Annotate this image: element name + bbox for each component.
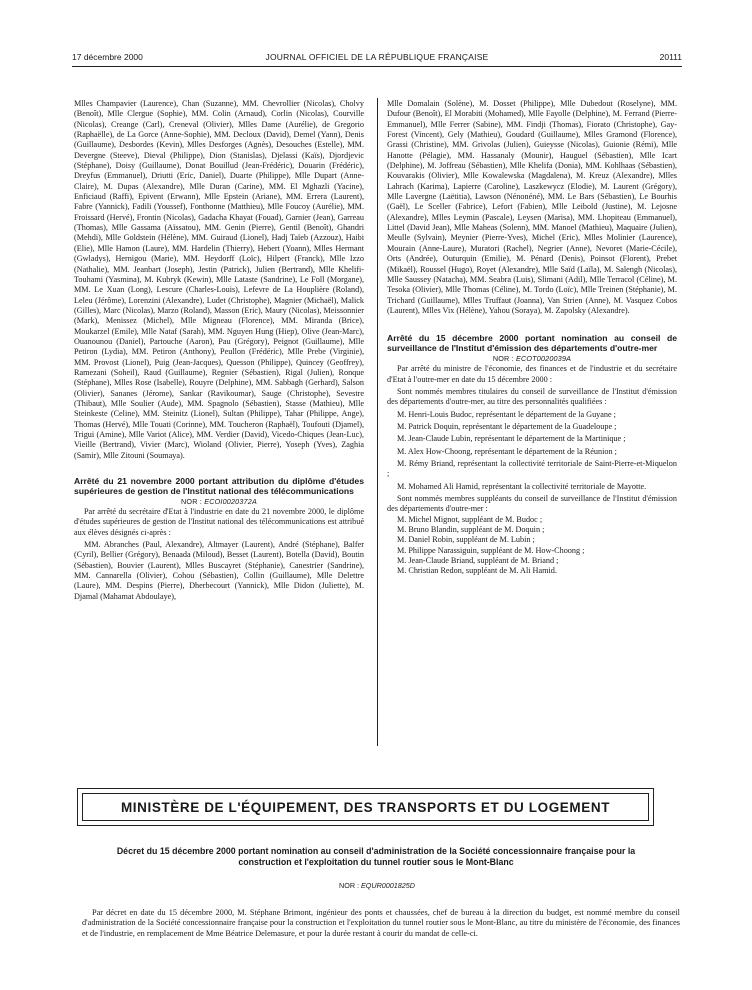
suppleant-item: M. Michel Mignot, suppléant de M. Budoc ; [397,514,543,524]
arrete-nor-right: NOR : ECOT0020039A [492,353,572,363]
titulaires-intro: Sont nommés membres titulaires du conseil de surveillance de l'Institut d'émission des départements d'outre-mer, au titre des personnalités qualifiées : [387,386,677,407]
suppleant-item: M. Jean-Claude Briand, suppléant de M. Briand ; [397,556,559,565]
titulaire-item: M. Jean-Claude Lubin, représentant le département de la Martinique ; [397,434,626,444]
arrete-nor: NOR : ECOI0020372A [181,496,257,506]
titulaire-item: M. Mohamed Ali Hamid, représentant la collectivité territoriale de Mayotte. [397,481,647,491]
header-rule [72,66,682,67]
arrete-intro-right: Par arrêté du ministre de l'économie, des finances et de l'industrie et du secrétaire d'Etat à l'outre-mer en date du 15 décembre 2000 : [387,364,677,384]
page-header [72,52,682,66]
suppleant-item: M. Bruno Blandin, suppléant de M. Doquin ; [397,524,545,534]
header-journal-title: JOURNAL OFFICIEL DE LA RÉPUBLIQUE FRANÇAISE [265,52,489,62]
titulaire-item: M. Henri-Louis Budoc, représentant le département de la Guyane ; [397,409,616,419]
arrete-names-list: MM. Abranches (Paul, Alexandre), Altmayer (Laurent), André (Stéphane), Balfer (Cyril), Bellier (Grégory), Benaada (Miloud), Besset (Laurent), Botella (David), Boutin (Sébastien), Bouvier (Laurent), Mlles Buscayret (Stéphanie), Canestrier (Sandrine), MM. Cannarella (Olivier), Cohou (Sébastien), Collin (Guillaume), Mlle Delettre (Laure), MM. Despins (Pierre), Dherbecourt (Yannick), Mlle Didon (Juliette), M. Djamal (Mahamat Abdoulaye), [74,540,364,601]
header-page-number: 20111 [659,52,682,62]
names-list-continued-right: Mlle Domalain (Solène), M. Dosset (Philippe), Mlle Dubedout (Roselyne), MM. Dufour (Benoît), El Morabiti (Mohamed), Mlle Fayolle (Delphine), M. Ferrand (Pierre-Emmanuel), Mlle Ferrer (Sabine), MM. Findji (Thomas), Fiorato (Christophe), Gay-Forest (Vincent), Gely (Mathieu), Goudard (Guillaume), Mlles Gramond (Florence), Grassi (Christine), MM. Grivolas (Julien), Guieysse (Nicolas), Guionie (Rémi), Mlle Hanotte (Pélagie), MM. Hassanaly (Mounir), Hauguel (Sébastien), Mlle Icart (Delphine), M. Joffreau (Sébastien), Mlle Khelifa (Donia), MM. Kohlhaas (Sébastien), Kouvarakis (Olivier), Mlle Kowalewska (Magdalena), M. Kreuz (Alexandre), Mlles Lahrach (Karima), Lapierre (Caroline), Laszkewycz (Elodie), M. Laurent (Grégory), Mlle Lavergne (Laëtitia), Lawson (Nénonéné), MM. Le Bars (Sébastien), Le Bourhis (Gaël), Le Sceller (Fabrice), Lefort (Fabien), Mlle Leibold (Justine), M. Lejosne (Alexandre), Mlles Leymin (Pascale), Leysen (Marisa), MM. Lhopiteau (Emmanuel), Littel (David Jean), Mlle Maheas (Solenn), MM. Manoel (Mathieu), Maquaire (Julien), Meulle (Sylvain), Meynier (Pierre-Yves), Michel (Eric), Mlles Molinier (Laurence), Mourain (Anne-Laure), Muratori (Rachel), Negrier (Anne), Nevoret (Marie-Cécile), Orts (Andrée), Outurquin (Emilie), M. Pénard (Denis), Poinsot (Florent), Prebet (Mikaël), Roussel (Hugo), Royet (Alexandre), Mlle Saïd (Laïla), M. Salengh (Nicolas), Mlle Saussey (Natacha), MM. Seabra (Luis), Slimani (Adil), Mlle Terracol (Céline), M. Tesoka (Olivier), Mlle Thomas (Céline), M. Tordo (Loïc), Mlle Treinen (Stéphanie), M. Trichard (Guillaume), Mlles Truffaut (Joanna), Van Strien (Anne), M. Vasquez Cobos (Laurent), Mlles Vix (Hélène), Yahou (Soraya), M. Zapolsky (Alexandre). [387,99,677,315]
arrete-title-right: Arrêté du 15 décembre 2000 portant nomination au conseil de surveillance de l'Institut d'émission des départements d'outre-mer [387,333,677,354]
ministry-banner [77,788,654,826]
ministry-title: MINISTÈRE DE L'ÉQUIPEMENT, DES TRANSPORTS ET DU LOGEMENT [82,793,649,821]
suppleant-item: M. Philippe Narassiguin, suppléant de M. How-Choong ; [397,545,585,555]
suppleant-item: M. Christian Redon, suppléant de M. Ali Hamid. [397,566,557,576]
right-column [387,99,677,577]
titulaire-item: M. Rémy Briand, représentant la collectivité territoriale de Saint-Pierre-et-Miquelon ; [387,458,677,479]
suppleants-intro: Sont nommés membres suppléants du conseil de surveillance de l'Institut d'émission des départements d'outre-mer : [387,493,677,514]
arrete-title: Arrêté du 21 novembre 2000 portant attribution du diplôme d'études supérieures de gestion de l'Institut national des télécommunications [74,476,364,496]
names-list-continued: Mlles Champavier (Laurence), Chan (Suzanne), MM. Chevrollier (Nicolas), Cholvy (Benoît), Mlle Clergue (Sophie), MM. Colin (Arnaud), Corlin (Nicolas), Courville (Nicolas), Creange (Carl), Creneval (Olivier), Mlles Dame (Aurélie), de Gregorio (Raphaëlle), de La Gorce (Anne-Sophie), MM. Decloux (David), Demel (Yann), Denis (Guillaume), Desbordes (Kevin), Mlles Desforges (Agnès), Desouches (Estelle), MM. Devergne (Steeve), Dieval (Philippe), Dion (Stanislas), Djelassi (Kaïs), Djordjevic (Stéphane), Doisy (Guillaume), Donat Bouillud (Jean-Frédéric), Douarin (Frédéric), Dreyfus (Emmanuel), Driutti (Eric, Daniel), Duarte (Philippe), Mlle Dupart (Anne-Claire), M. Dupas (Alexandre), Mlle Duran (Carine), MM. El Mghazli (Yacine), Enficiaud (Raffi), Epivent (Erwann), Mlle Epstein (Ariane), MM. Errera (Laurent), Fabre (Yannick), Fadili (Youssef), Fonthonne (Matthieu), Mlle Foucoy (Aurélie), MM. Froissard (Hervé), Frontin (Nicolas), Gadacha Khayat (Fouad), Garnier (Jean), Garreau (Thomas), Mlle Gassama (Aïssatou), MM. Genin (Pierre), Gentil (Benoît), Ghandri (Mehdi), Mlle Goldstein (Hélène), MM. Guiraud (Lionel), Hadj Taïeb (Azzouz), Haibi (Elie), Mlle Hamon (Laure), MM. Hardelin (Thierry), Hebert (Yoann), Mlles Hermant (Gwladys), Hernigou (Marie), MM. Heydorff (Loïc), Hilpert (Franck), Mlle Izzo (Nathalie), MM. Jeanbart (Joseph), Jestin (Patrick), Julien (Bertrand), Mlle Khelifi-Touhami (Yasmina), M. Kubryk (Kewin), Mlle Lataste (Sandrine), Le Foll (Morgane), MM. Le Xuan (Long), Lescure (Charles-Louis), Lefevre de La Houplière (Roland), Leleu (Jérôme), Lorenzini (Alexandre), Ludet (Christophe), Magnier (Michaël), Malick (Gilles), Marc (Nicolas), Marzo (Roland), Masson (Eric), Maury (Nicolas), Meissonnier (Mark), Menissez (Michel), Mlle Migneau (Florence), MM. Miranda (Brice), Moukarzel (Emile), Mlle Nataf (Sarah), MM. Nguyen Hung (Hiep), Olive (Jean-Marc), Ouanounou (Daniel), Partouche (Aaron), Pau (Grégory), Peignot (Guillaume), Mlle Petiron (Lydia), MM. Petiron (Anthony), Peullon (Frédéric), Mlle Prebe (Virginie), MM. Provost (Lionel), Puig (Jean-Jacques), Quesson (Philippe), Quincey (Geoffrey), Ramezani (Soheil), Raud (Guillaume), Regnier (Sébastien), Rigal (Julien), Ronque (Stéphane), Mlles Rose (Isabelle), Rouyre (Delphine), MM. Sabbagh (Gerhard), Salson (Olivier), Sananes (Jérome), Sankar (Ravikoumar), Sauge (Christophe), Sevestre (Thibaut), Mlle Soulier (Aude), MM. Spagnolo (Sébastien), Stasse (Mathieu), Mlle Steinkeste (Celine), MM. Steinitz (Lionel), Sultan (Philippe), Tahar (Philippe, Ange), Thomas (Hervé), Mlle Touati (Corinne), MM. Toucheron (Raphaël), Toufouti (Djamel), Trigui (Amine), Mlle Variot (Alice), MM. Verdier (David), Vicedo-Chiques (Jean-Luc), Vieille (Bertrand), Vivier (Marc), Wioland (Olivier, Pierre), Yoseph (Yves), Zaghia (Samir), Mlle Zitouni (Soumaya). [74,99,364,460]
left-column [74,99,364,602]
decret-title: Décret du 15 décembre 2000 portant nomination au conseil d'administration de la Société concessionnaire française pour la construction et l'exploitation du tunnel routier sous le Mont-Blanc [116,846,636,867]
header-date: 17 décembre 2000 [72,52,143,62]
column-divider [377,98,378,746]
decret-body: Par décret en date du 15 décembre 2000, M. Stéphane Brimont, ingénieur des ponts et chaussées, chef de bureau à la direction du budget, est nommé membre du conseil d'administration de la Société concessionnaire française pour la construction et l'exploitation du tunnel routier sous le Mont-Blanc, au titre du ministère de l'économie, des finances et de l'industrie, en remplacement de Mme Béatrice Delemasure, et pour la durée restant à courir du mandat de celle-ci. [82,908,680,938]
titulaire-item: M. Alex How-Choong, représentant le département de la Réunion ; [397,446,617,456]
titulaire-item: M. Patrick Doquin, représentant le département de la Guadeloupe ; [397,421,617,431]
decret-nor: NOR : EQUR0001825D [339,881,415,890]
arrete-intro: Par arrêté du secrétaire d'Etat à l'industrie en date du 21 novembre 2000, le diplôme d'études supérieures de gestion de l'Institut national des télécommunications est attribué aux élèves désignés ci-après : [74,506,364,537]
suppleant-item: M. Daniel Robin, suppléant de M. Lubin ; [397,535,535,545]
